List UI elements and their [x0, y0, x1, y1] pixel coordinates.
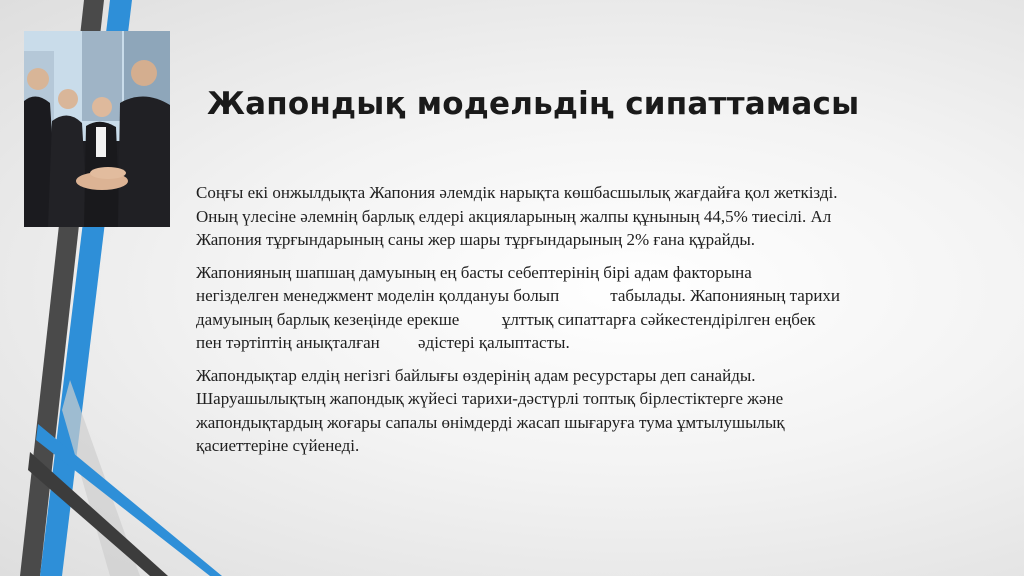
slide-title: Жапондық модельдің сипаттамасы: [207, 86, 860, 122]
text-line: Соңғы екі онжылдықта Жапония әлемдік нарықта көшбасшылық жағдайға қол жеткізді.: [196, 183, 838, 202]
text-line: Жапонияның шапшаң дамуының ең басты себептерінің бірі адам факторына: [196, 262, 752, 282]
paragraph-1: [196, 181, 996, 252]
text-line: жапондықтардың жоғары сапалы өнімдерді жасап шығаруға тума ұмтылушылық: [196, 412, 785, 432]
paragraph-2: [196, 261, 996, 355]
paragraph-3: [196, 364, 996, 458]
text-line: қасиеттеріне сүйенеді.: [196, 436, 360, 455]
text-line: пен тәртіптің анықталған әдістері қалыптасты.: [196, 333, 570, 352]
slide-body: [196, 181, 996, 467]
text-line: дамуының барлық кезеңінде ерекше ұлттық сипаттарға сәйкестендірілген еңбек: [196, 309, 816, 329]
team-photo: [24, 31, 170, 227]
text-line: негізделген менеджмент моделін қолдануы болып табылады. Жапонияның тарихи: [196, 286, 841, 305]
text-line: Оның үлесіне әлемнің барлық елдері акцияларының жалпы құнының 44,5% тиесілі. Ал: [196, 206, 832, 226]
text-line: Жапондықтар елдің негізгі байлығы өздерінің адам ресурстары деп санайды.: [196, 365, 756, 385]
text-line: Жапония тұрғындарының саны жер шары тұрғындарының 2% ғана құрайды.: [196, 230, 756, 249]
team-photo-image: [24, 31, 170, 227]
text-line: Шаруашылықтың жапондық жүйесі тарихи-дәстүрлі топтық бірлестіктерге және: [196, 389, 784, 408]
